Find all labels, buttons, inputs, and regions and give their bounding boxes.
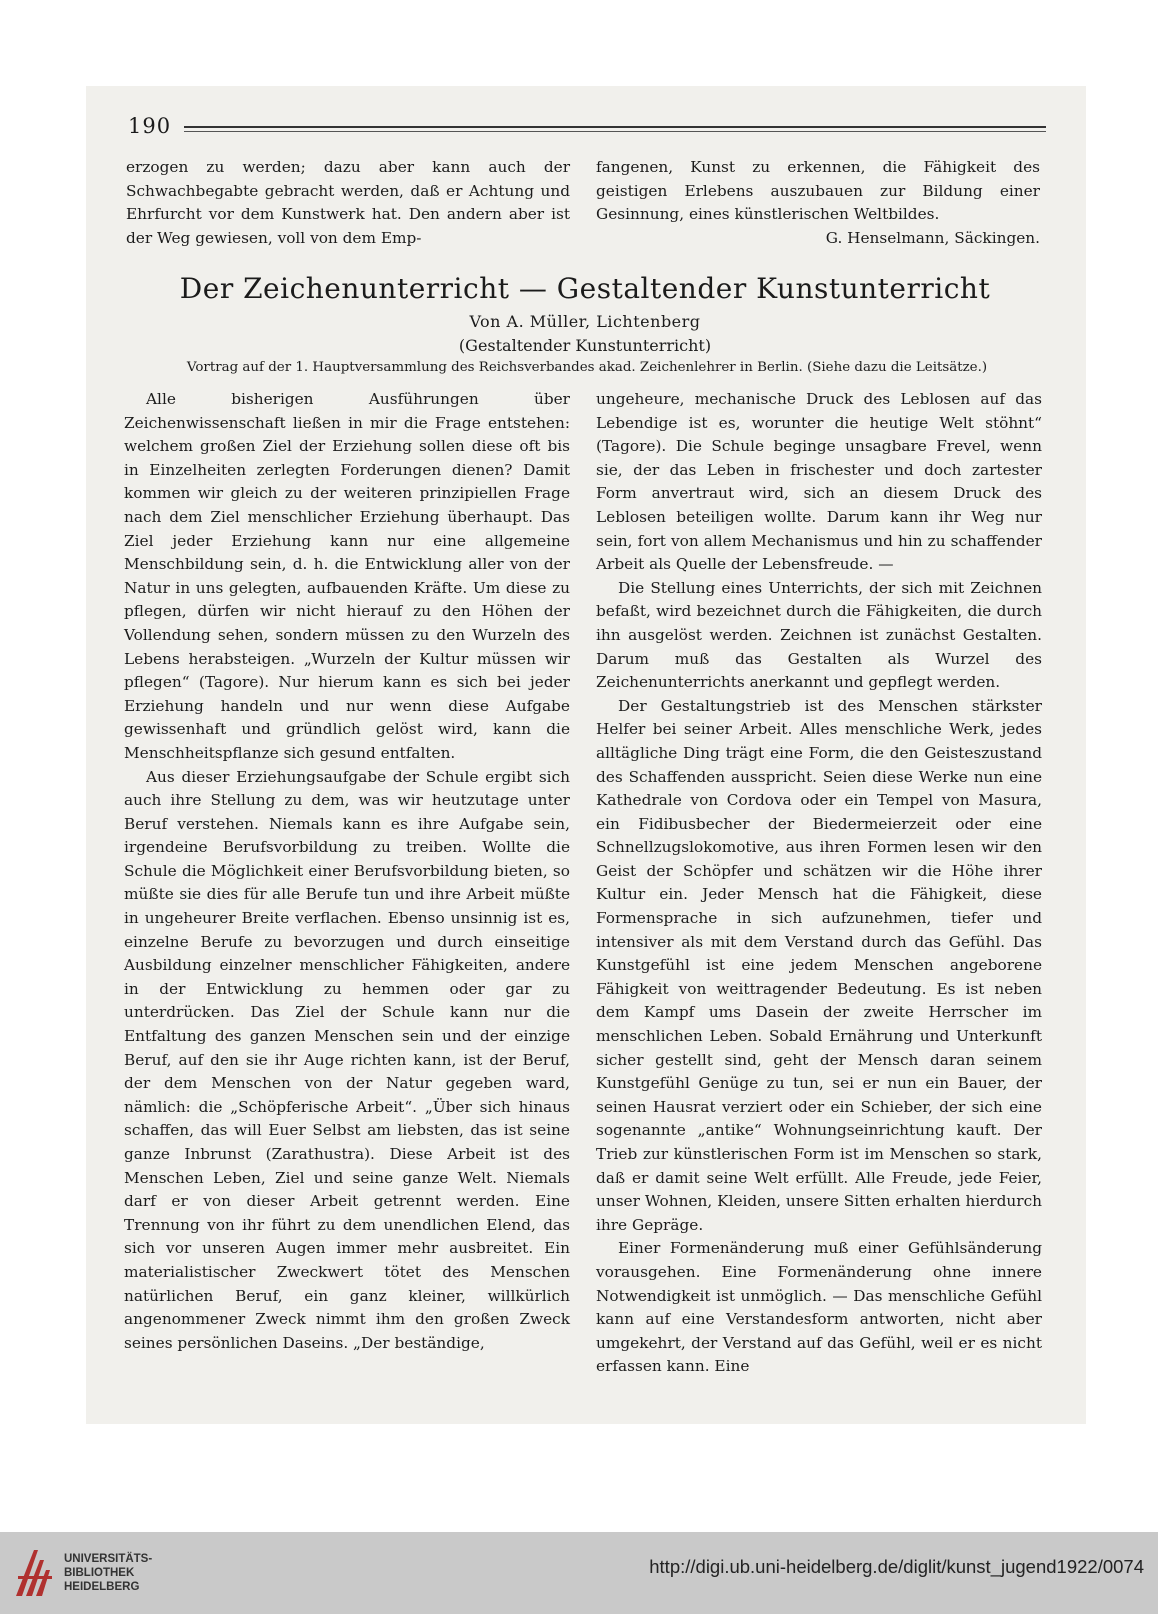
paragraph: Aus dieser Erziehungsaufgabe der Schule ergibt sich auch ihre Stellung zu dem, was wir heutzutage unter Beruf verstehen. Niemals kann es ihre Aufgabe sein, irgendeine Berufsvorbildung zu treiben. Wollte die Schule die Möglichkeit einer Berufsvorbildung bieten, so müßte sie dies für alle Berufe tun und ihre Arbeit müßte in ungeheurer Breite verflachen. Ebenso unsinnig ist es, einzelne Berufe zu bevorzugen und durch einseitige Ausbildung einzelner menschlicher Fähigkeiten, andere in der Entwicklung zu hemmen oder gar zu unterdrücken. Das Ziel der Schule kann nur die Entfaltung des ganzen Menschen sein und der einzige Beruf, auf den sie ihr Auge richten kann, ist der Beruf, der dem Menschen von der Natur gegeben ward, nämlich: die „Schöpferische Arbeit“. „Über sich hinaus schaffen, das will Euer Selbst am liebsten, das ist seine ganze Inbrunst (Zarathustra). Diese Arbeit ist des Menschen Leben, Ziel und seine ganze Welt. Niemals darf er von dieser Arbeit getrennt werden. Eine Trennung von ihr führt zu dem unendlichen Elend, das sich vor unseren Augen immer mehr ausbreitet. Ein materialistischer Zweckwert tötet des Menschen natürlichen Beruf, ein ganz kleiner, willkürlich angenommener Zweck nimmt ihm den großen Zweck seines persönlichen Daseins. „Der beständige, [124, 767, 570, 1352]
paragraph: Alle bisherigen Ausführungen über Zeichenwissenschaft ließen in mir die Frage entstehen: welchem großen Ziel der Erziehung sollen diese oft bis in Einzelheiten zerlegten Forderungen dienen? Damit kommen wir gleich zu der weiteren prinzipiellen Frage nach dem Ziel menschlicher Erziehung überhaupt. Das Ziel jeder Erziehung kann nur eine allgemeine Menschbildung sein, d. h. die Entwicklung aller von der Natur in uns gelegten, aufbauenden Kräfte. Um diese zu pflegen, dürfen wir nicht hierauf zu den Höhen der Vollendung sehen, sondern müssen zu den Wurzeln des Lebens herabsteigen. „Wurzeln der Kultur müssen wir pflegen“ (Tagore). Nur hierum kann es sich bei jeder Erziehung handeln und nur wenn diese Aufgabe gewissenhaft und gründlich gelöst wird, kann die Menschheitspflanze sich gesund entfalten. [124, 390, 570, 762]
paragraph: ungeheure, mechanische Druck des Leblosen auf das Lebendige ist es, worunter die heutige Welt stöhnt“ (Tagore). Die Schule beginge unsagbare Frevel, wenn sie, der das Leben in frischester und doch zartester Form anvertraut wird, sich an diesem Druck des Leblosen beteiligen wollte. Darum kann ihr Weg nur sein, fort von allem Mechanismus und hin zu schaffender Arbeit als Quelle der Lebensfreude. — [596, 390, 1042, 574]
footer-bar [0, 1532, 1158, 1614]
paragraph: fangenen, Kunst zu erkennen, die Fähigkeit des geistigen Erlebens auszubauen zur Bildung einer Gesinnung, eines künstlerischen Weltbildes. [596, 158, 1040, 224]
article-left-column [124, 388, 570, 1355]
source-url-link[interactable]: http://digi.ub.uni-heidelberg.de/diglit/kunst_jugend1922/0074 [649, 1556, 1144, 1577]
library-name-line: BIBLIOTHEK [64, 1567, 135, 1579]
top-right-column [596, 156, 1040, 250]
top-left-column [126, 156, 570, 250]
paragraph: Einer Formenänderung muß einer Gefühlsänderung vorausgehen. Eine Formenänderung ohne innere Notwendigkeit ist unmöglich. — Das menschliche Gefühl kann auf eine Verstandesform antworten, nicht aber umgekehrt, der Verstand auf das Gefühl, weil er es nicht erfassen kann. Eine [596, 1239, 1042, 1376]
university-library-logo-icon [12, 1546, 58, 1600]
article-author: Von A. Müller, Lichtenberg [469, 312, 701, 331]
signature: G. Henselmann, Säckingen. [825, 228, 1040, 247]
page-number: 190 [128, 114, 172, 138]
paragraph: Der Gestaltungstrieb ist des Menschen stärkster Helfer bei seiner Arbeit. Alles menschliche Werk, jedes alltägliche Ding trägt eine Form, die den Geisteszustand des Schaffenden ausspricht. Seien diese Werke nun eine Kathedrale von Cordova oder ein Tempel von Masura, ein Fidibusbecher der Biedermeierzeit oder eine Schnellzugslokomotive, aus ihren Formen lesen wir den Geist der Schöpfer und schätzen wir die Höhe ihrer Kultur ein. Jeder Mensch hat die Fähigkeit, diese Formensprache in sich aufzunehmen, tiefer und intensiver als mit dem Verstand durch das Gefühl. Das Kunstgefühl ist eine jedem Menschen angeborene Fähigkeit von weittragender Bedeutung. Es ist neben dem Kampf ums Dasein der zweite Herrscher im menschlichen Leben. Sobald Ernährung und Unterkunft sicher gestellt sind, geht der Mensch daran seinem Kunstgefühl Genüge zu tun, sei er nun ein Bauer, der seinen Hausrat verziert oder ein Schieber, der sich eine sogenannte „antike“ Wohnungseinrichtung kauft. Der Trieb zur künstlerischen Form ist im Menschen so stark, daß er damit seine Welt erfüllt. Alle Freude, jede Feier, unser Wohnen, Kleiden, unsere Sitten erhalten hierdurch ihre Gepräge. [596, 696, 1042, 1234]
article-note: Vortrag auf der 1. Hauptversammlung des Reichsverbandes akad. Zeichenlehrer in Berlin. (Siehe dazu die Leitsätze.) [186, 360, 988, 375]
article-title: Der Zeichenunterricht — Gestaltender Kunstunterricht [179, 272, 991, 305]
article-right-column [596, 388, 1042, 1379]
library-name-line: UNIVERSITÄTS- [64, 1553, 153, 1565]
paragraph: Die Stellung eines Unterrichts, der sich mit Zeichnen befaßt, wird bezeichnet durch die Fähigkeiten, die durch ihn ausgelöst werden. Zeichnen ist zunächst Gestalten. Darum muß das Gestalten als Wurzel des Zeichenunterrichts anerkannt und gepflegt werden. [596, 578, 1042, 692]
page-header [120, 110, 1050, 144]
header-rule [184, 126, 1046, 132]
article-subtitle: (Gestaltender Kunstunterricht) [458, 336, 712, 355]
paragraph: erzogen zu werden; dazu aber kann auch der Schwachbegabte gebracht werden, daß er Achtung und Ehrfurcht vor dem Kunstwerk hat. Den andern aber ist der Weg gewiesen, voll von dem Emp- [126, 158, 570, 247]
library-name [64, 1552, 152, 1594]
library-name-line: HEIDELBERG [64, 1581, 140, 1593]
